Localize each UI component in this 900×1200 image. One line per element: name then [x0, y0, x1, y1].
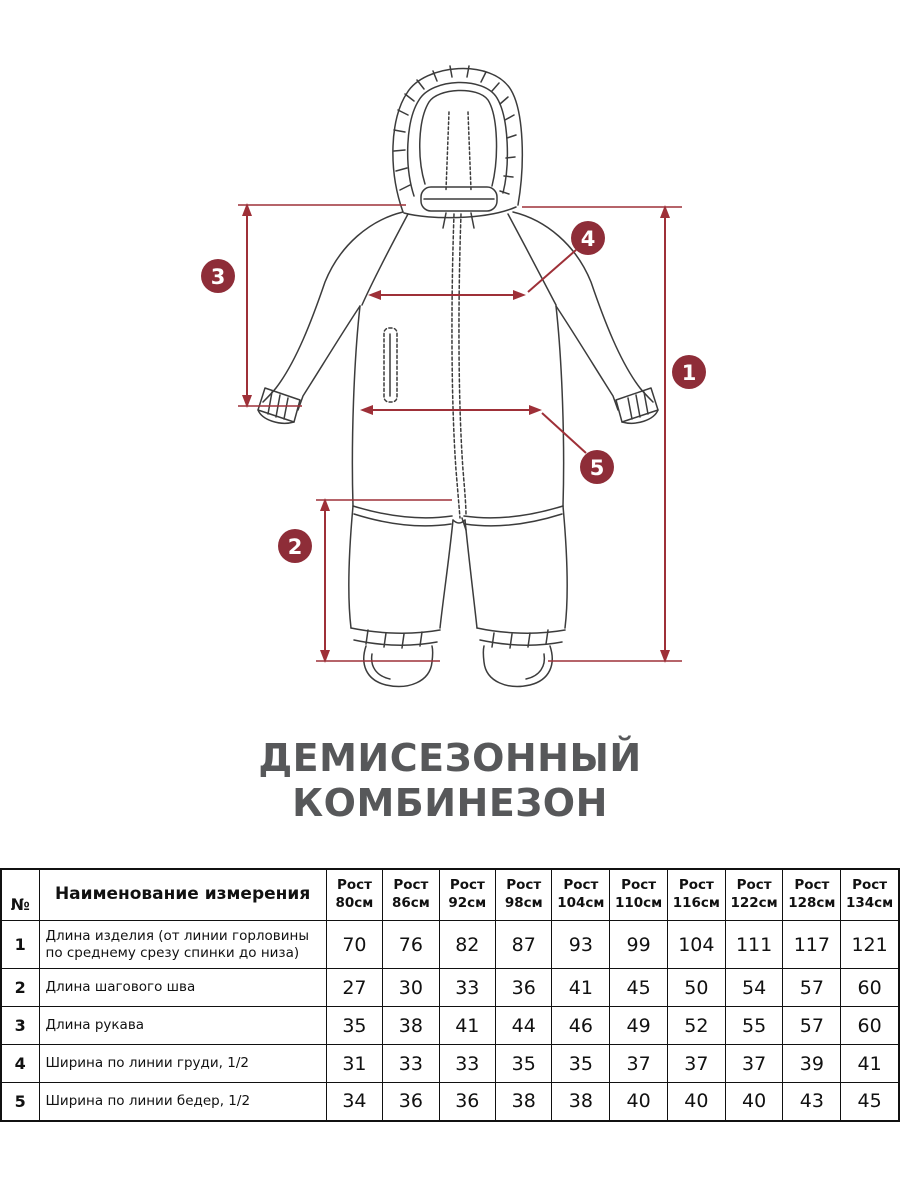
col-header-size-80 [326, 869, 382, 921]
col-header-size-104 [552, 869, 610, 921]
row-number: 4 [1, 1045, 39, 1083]
measurement-value: 87 [496, 921, 552, 969]
size-label: Рост [336, 877, 372, 894]
measurement-value: 36 [439, 1083, 495, 1121]
table-row [1, 1045, 899, 1083]
dimension-2-inseam-length [278, 498, 452, 663]
measurement-value: 41 [552, 969, 610, 1007]
zipper [452, 214, 466, 530]
page-title [0, 736, 900, 826]
measurement-value: 35 [552, 1045, 610, 1083]
measurement-value: 34 [326, 1083, 382, 1121]
size-table [0, 868, 900, 1122]
measurement-value: 121 [841, 921, 899, 969]
measurement-name: Ширина по линии бедер, 1/2 [39, 1083, 326, 1121]
size-cm: 104см [557, 894, 605, 911]
measurement-name: Ширина по линии груди, 1/2 [39, 1045, 326, 1083]
hood [393, 66, 522, 228]
col-header-size-98 [496, 869, 552, 921]
dimension-3-sleeve-length [201, 203, 406, 408]
measurement-name: Длина изделия (от линии горловины по среднему срезу спинки до низа) [39, 921, 326, 969]
measurement-value: 33 [439, 969, 495, 1007]
measurement-value: 60 [841, 969, 899, 1007]
size-cm: 98см [504, 894, 543, 911]
size-cm: 110см [614, 894, 663, 911]
chest-pocket [384, 328, 397, 402]
page-title-line2: КОМБИНЕЗОН [292, 780, 608, 825]
measurement-value: 40 [667, 1083, 725, 1121]
measurement-value: 70 [326, 921, 382, 969]
measurement-value: 45 [841, 1083, 899, 1121]
size-label: Рост [852, 877, 888, 894]
size-label: Рост [506, 877, 542, 894]
size-label: Рост [449, 877, 485, 894]
page-title-line1: ДЕМИСЕЗОННЫЙ [258, 736, 642, 780]
measurement-value: 49 [610, 1007, 668, 1045]
dim-label-4: 4 [580, 227, 596, 251]
col-header-size-110 [610, 869, 668, 921]
table-row [1, 921, 899, 969]
measurement-value: 39 [783, 1045, 841, 1083]
size-label: Рост [678, 877, 714, 894]
measurement-value: 35 [496, 1045, 552, 1083]
size-label: Рост [393, 877, 429, 894]
row-number: 2 [1, 969, 39, 1007]
col-header-size-128 [783, 869, 841, 921]
measurement-value: 60 [841, 1007, 899, 1045]
measurement-value: 37 [667, 1045, 725, 1083]
measurement-value: 41 [841, 1045, 899, 1083]
row-number: 1 [1, 921, 39, 969]
measurement-value: 46 [552, 1007, 610, 1045]
col-header-size-116 [667, 869, 725, 921]
table-row [1, 1083, 899, 1121]
measurement-value: 33 [439, 1045, 495, 1083]
size-cm: 92см [448, 894, 487, 911]
col-header-number: № [1, 869, 39, 921]
boots [364, 646, 552, 686]
row-number: 5 [1, 1083, 39, 1121]
measurement-name: Длина рукава [39, 1007, 326, 1045]
measurement-value: 40 [610, 1083, 668, 1121]
col-header-size-122 [725, 869, 783, 921]
measurement-value: 43 [783, 1083, 841, 1121]
table-header-row [1, 869, 899, 921]
measurement-value: 40 [725, 1083, 783, 1121]
measurement-value: 45 [610, 969, 668, 1007]
measurement-value: 44 [496, 1007, 552, 1045]
measurement-value: 37 [610, 1045, 668, 1083]
measurement-value: 57 [783, 969, 841, 1007]
measurement-value: 93 [552, 921, 610, 969]
size-cm: 116см [672, 894, 720, 911]
measurement-value: 82 [439, 921, 495, 969]
col-header-size-134 [841, 869, 899, 921]
measurement-value: 57 [783, 1007, 841, 1045]
col-header-size-86 [383, 869, 439, 921]
measurement-value: 36 [383, 1083, 439, 1121]
size-cm: 134см [846, 894, 894, 911]
measurement-value: 36 [496, 969, 552, 1007]
legs [349, 506, 567, 648]
hood-drawstrings [446, 112, 471, 190]
measurement-value: 99 [610, 921, 668, 969]
size-label: Рост [794, 877, 830, 894]
measurement-value: 41 [439, 1007, 495, 1045]
measurement-value: 50 [667, 969, 725, 1007]
dim-label-5: 5 [589, 456, 605, 480]
size-label: Рост [563, 877, 599, 894]
measurement-value: 54 [725, 969, 783, 1007]
measurement-value: 31 [326, 1045, 382, 1083]
measurement-value: 35 [326, 1007, 382, 1045]
measurement-value: 111 [725, 921, 783, 969]
measurement-value: 33 [383, 1045, 439, 1083]
measurement-value: 117 [783, 921, 841, 969]
dimension-annotations [201, 203, 706, 663]
measurement-value: 38 [496, 1083, 552, 1121]
size-label: Рост [621, 877, 657, 894]
measurement-value: 55 [725, 1007, 783, 1045]
table-row [1, 1007, 899, 1045]
col-header-name: Наименование измерения [39, 869, 326, 921]
size-label: Рост [736, 877, 772, 894]
dim-label-3: 3 [210, 265, 226, 289]
col-header-size-92 [439, 869, 495, 921]
size-cm: 80см [335, 894, 374, 911]
left-sleeve [258, 212, 403, 423]
measurement-value: 52 [667, 1007, 725, 1045]
dim-label-2: 2 [287, 535, 303, 559]
size-cm: 128см [788, 894, 836, 911]
measurement-name: Длина шагового шва [39, 969, 326, 1007]
measurement-value: 27 [326, 969, 382, 1007]
measurement-value: 76 [383, 921, 439, 969]
measurement-value: 37 [725, 1045, 783, 1083]
table-row [1, 969, 899, 1007]
dim-label-1: 1 [681, 361, 697, 385]
measurement-value: 38 [383, 1007, 439, 1045]
size-cm: 86см [391, 894, 430, 911]
row-number: 3 [1, 1007, 39, 1045]
measurement-value: 38 [552, 1083, 610, 1121]
measurement-value: 30 [383, 969, 439, 1007]
size-cm: 122см [730, 894, 778, 911]
measurement-value: 104 [667, 921, 725, 969]
dimension-5-hip-width [360, 405, 614, 484]
dimension-4-chest-width [368, 221, 605, 300]
garment-outline [258, 66, 658, 686]
